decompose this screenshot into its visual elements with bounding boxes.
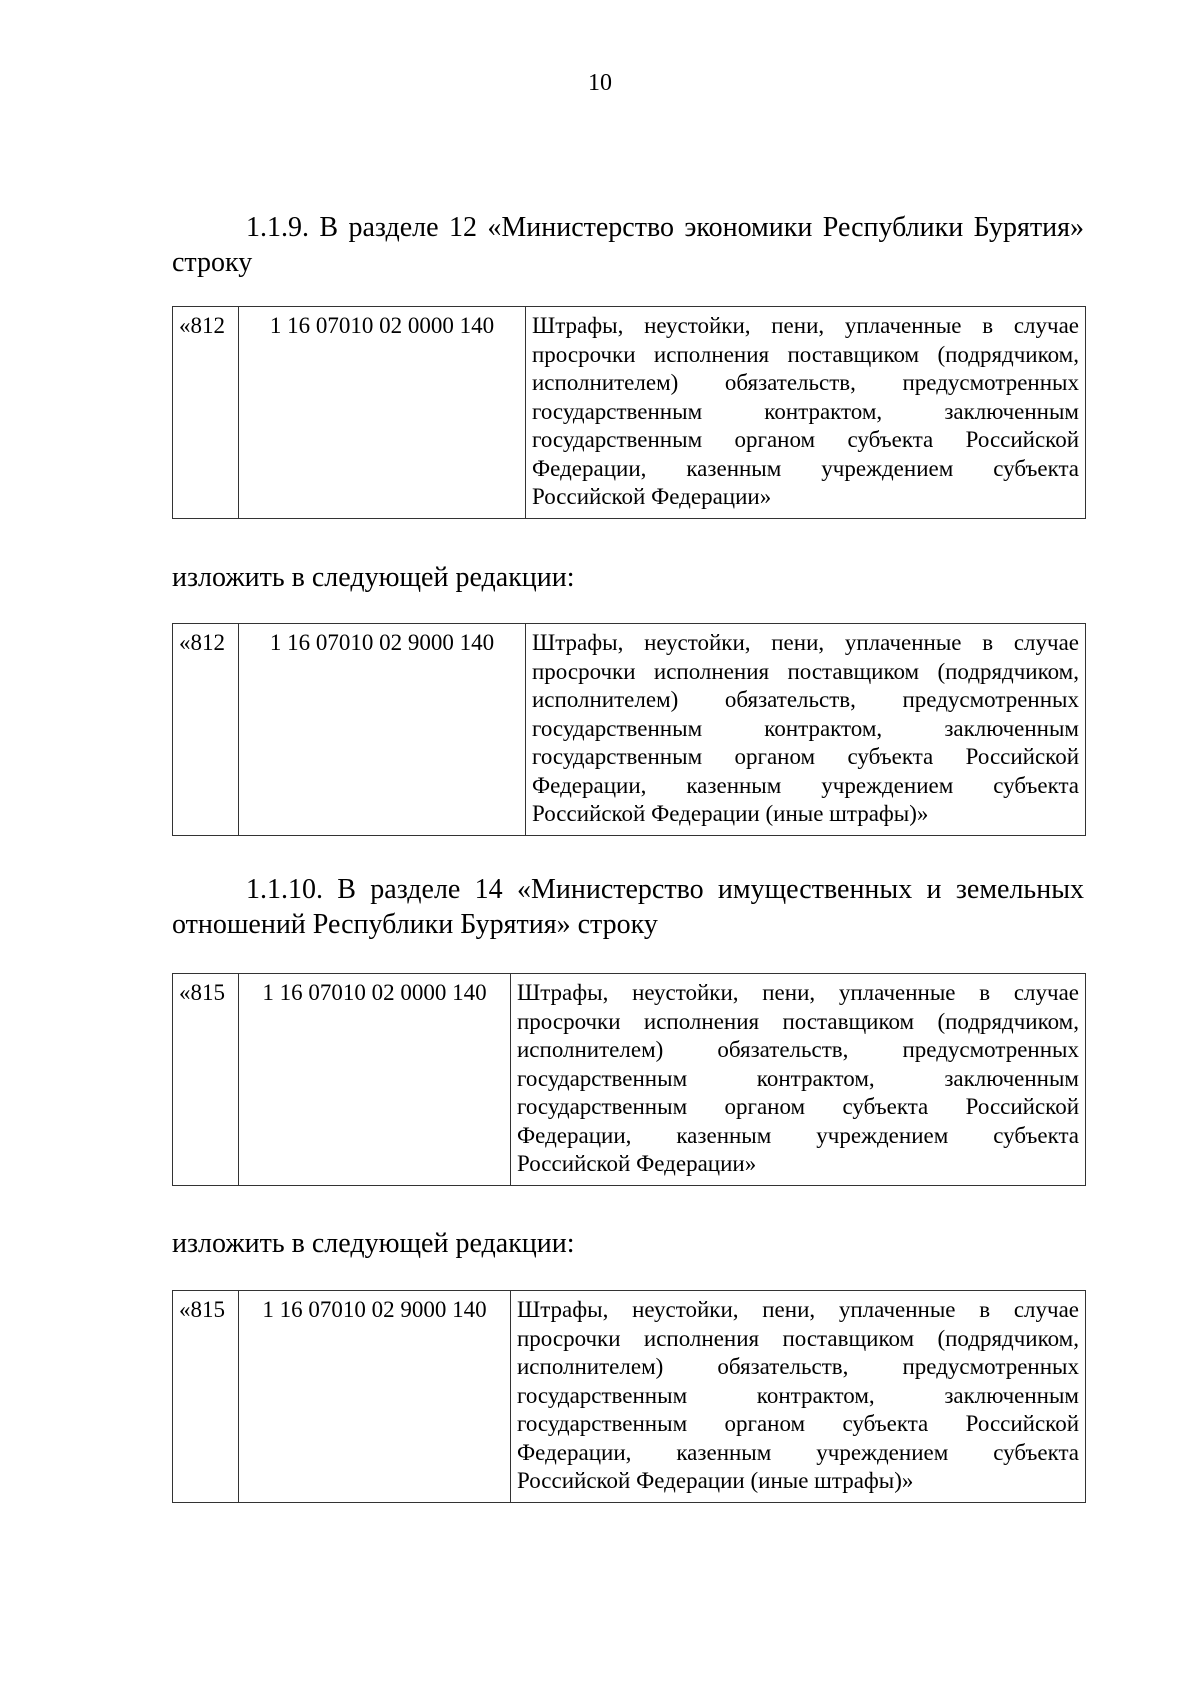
admin-code-cell: «812 — [173, 624, 239, 836]
table-row — [173, 624, 1086, 836]
admin-code-cell: «815 — [173, 974, 239, 1186]
new-row-table — [172, 1290, 1086, 1503]
section-heading — [172, 210, 1084, 280]
admin-code-cell: «815 — [173, 1291, 239, 1503]
page-number: 10 — [588, 70, 612, 96]
kbk-code-cell: 1 16 07010 02 0000 140 — [239, 307, 526, 519]
section-heading-text: 1.1.9. В разделе 12 «Министерство экономики Республики Бурятия» строку — [172, 212, 1084, 278]
table-row — [173, 307, 1086, 519]
table-row — [173, 974, 1086, 1186]
section-heading-text: 1.1.10. В разделе 14 «Министерство имущественных и земельных отношений Республики Бурятия» строку — [172, 874, 1084, 940]
description-cell: Штрафы, неустойки, пени, уплаченные в случае просрочки исполнения поставщиком (подрядчиком, исполнителем) обязательств, предусмотренных государственным контрактом, заключенным государственным органом субъекта Российской Федерации, казенным учреждением субъекта Российской Федерации (иные штрафы)» — [526, 624, 1086, 836]
table-row — [173, 1291, 1086, 1503]
kbk-code-cell: 1 16 07010 02 9000 140 — [239, 624, 526, 836]
description-cell: Штрафы, неустойки, пени, уплаченные в случае просрочки исполнения поставщиком (подрядчиком, исполнителем) обязательств, предусмотренных государственным контрактом, заключенным государственным органом субъекта Российской Федерации, казенным учреждением субъекта Российской Федерации» — [526, 307, 1086, 519]
kbk-code-cell: 1 16 07010 02 0000 140 — [239, 974, 511, 1186]
admin-code-cell: «812 — [173, 307, 239, 519]
old-row-table — [172, 973, 1086, 1186]
kbk-code-cell: 1 16 07010 02 9000 140 — [239, 1291, 511, 1503]
description-cell: Штрафы, неустойки, пени, уплаченные в случае просрочки исполнения поставщиком (подрядчиком, исполнителем) обязательств, предусмотренных государственным контрактом, заключенным государственным органом субъекта Российской Федерации, казенным учреждением субъекта Российской Федерации (иные штрафы)» — [511, 1291, 1086, 1503]
edit-phrase: изложить в следующей редакции: — [172, 562, 575, 593]
old-row-table — [172, 306, 1086, 519]
section-heading — [172, 872, 1084, 942]
edit-phrase: изложить в следующей редакции: — [172, 1228, 575, 1259]
new-row-table — [172, 623, 1086, 836]
description-cell: Штрафы, неустойки, пени, уплаченные в случае просрочки исполнения поставщиком (подрядчиком, исполнителем) обязательств, предусмотренных государственным контрактом, заключенным государственным органом субъекта Российской Федерации, казенным учреждением субъекта Российской Федерации» — [511, 974, 1086, 1186]
